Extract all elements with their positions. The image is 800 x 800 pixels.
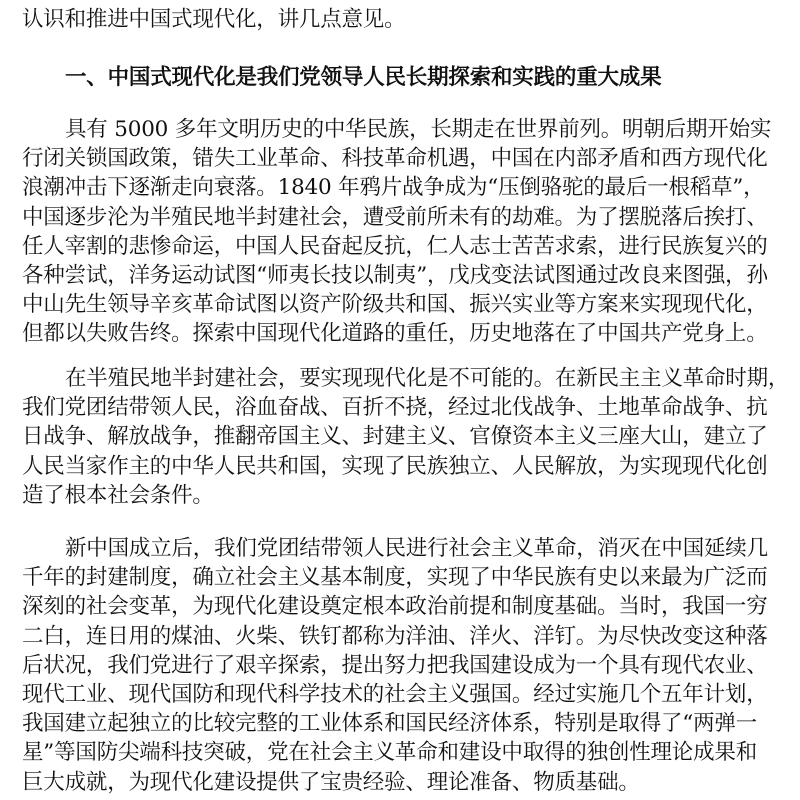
body-paragraph-1 [22,115,779,349]
body-paragraph-2 [22,364,790,510]
section-heading: 一、中国式现代化是我们党领导人民长期探索和实践的重大成果 [65,65,662,90]
paragraph-line: 中山先生领导辛亥革命试图以资产阶级共和国、振兴实业等方案来实现现代化， [22,292,768,318]
paragraph-line: 各种尝试，洋务运动试图“师夷长技以制夷”，戊戌变法试图通过改良来图强，孙 [22,263,768,289]
paragraph-line: 后状况，我们党进行了艰辛探索，提出努力把我国建设成为一个具有现代农业、 [22,652,768,678]
paragraph-line: 巨大成就，为现代化建设提供了宝贵经验、理论准备、物质基础。 [22,769,640,795]
paragraph-line: 星”等国防尖端科技突破，党在社会主义革命和建设中取得的独创性理论成果和 [22,740,757,766]
intro-paragraph [22,5,779,34]
paragraph-line: 中国逐步沦为半殖民地半封建社会，遭受前所未有的劫难。为了摆脱落后挨打、 [22,204,768,230]
paragraph-line: 现代工业、现代国防和现代科学技术的社会主义强国。经过实施几个五年计划， [22,682,768,708]
paragraph-line: 但都以失败告终。探索中国现代化道路的重任，历史地落在了中国共产党身上。 [22,321,768,347]
paragraph-line: 行闭关锁国政策，错失工业革命、科技革命机遇，中国在内部矛盾和西方现代化 [22,146,768,172]
paragraph-line: 浪潮冲击下逐渐走向衰落。1840 年鸦片战争成为“压倒骆驼的最后一根稻草”， [22,175,765,201]
paragraph-line: 造了根本社会条件。 [22,482,214,508]
paragraph-line: 我们党团结带领人民，浴血奋战、百折不挠，经过北伐战争、土地革命战争、抗 [22,395,768,421]
paragraph-line: 二白，连日用的煤油、火柴、铁钉都称为洋油、洋火、洋钉。为尽快改变这种落 [22,623,768,649]
paragraph-line: 新中国成立后，我们党团结带领人民进行社会主义革命，消灭在中国延续几 [65,536,768,561]
paragraph-line: 在半殖民地半封建社会，要实现现代化是不可能的。在新民主主义革命时期， [65,366,790,391]
paragraph-line: 人民当家作主的中华人民共和国，实现了民族独立、人民解放，为实现现代化创 [22,453,768,479]
intro-line: 认识和推进中国式现代化，讲几点意见。 [22,7,406,32]
paragraph-line: 具有 5000 多年文明历史的中华民族，长期走在世界前列。明朝后期开始实 [65,117,772,142]
paragraph-line: 日战争、解放战争，推翻帝国主义、封建主义、官僚资本主义三座大山，建立了 [22,424,768,450]
paragraph-line: 任人宰割的悲惨命运，中国人民奋起反抗，仁人志士苦苦求索，进行民族复兴的 [22,233,768,259]
body-paragraph-3 [22,534,779,797]
paragraph-line: 千年的封建制度，确立社会主义基本制度，实现了中华民族有史以来最为广泛而 [22,565,768,591]
paragraph-line: 我国建立起独立的比较完整的工业体系和国民经济体系，特别是取得了“两弹一 [22,711,757,737]
paragraph-line: 深刻的社会变革，为现代化建设奠定根本政治前提和制度基础。当时，我国一穷 [22,594,768,620]
